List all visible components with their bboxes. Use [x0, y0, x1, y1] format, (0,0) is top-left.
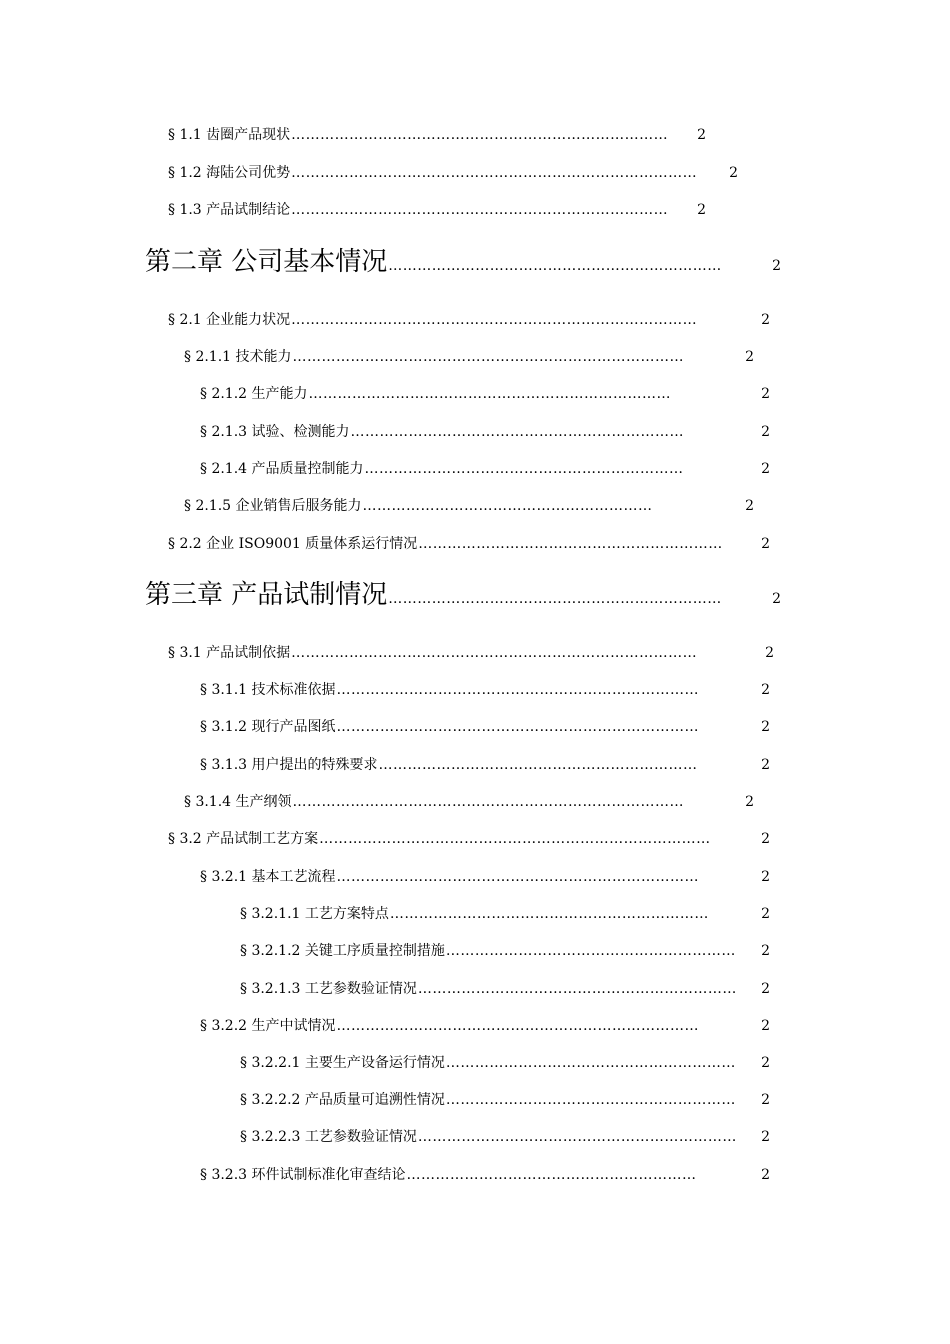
- toc-page-number: 2: [761, 1018, 770, 1034]
- toc-dot-leader: ……………………………………………………: [362, 498, 653, 514]
- toc-dot-leader: …………………………………………………………………………: [291, 312, 698, 328]
- toc-entry-3-1[interactable]: [168, 644, 774, 662]
- toc-entry-label: § 3.2.1.2 关键工序质量控制措施: [240, 943, 445, 959]
- toc-entry-3-2-1-1[interactable]: [240, 905, 770, 923]
- toc-chapter-2[interactable]: [145, 246, 781, 282]
- toc-page-number: 2: [761, 719, 770, 735]
- toc-entry-label: § 3.2 产品试制工艺方案: [168, 831, 319, 847]
- toc-entry-label: § 2.1.5 企业销售后服务能力: [184, 498, 362, 514]
- toc-entry-label: § 3.1.1 技术标准依据: [200, 682, 336, 698]
- toc-dot-leader: …………………………………………………………: [417, 981, 737, 997]
- toc-entry-3-1-3[interactable]: [200, 756, 770, 774]
- toc-dot-leader: ………………………………………………………: [418, 536, 723, 552]
- toc-page-number: 2: [761, 536, 770, 552]
- toc-dot-leader: ……………………………………………………………: [350, 424, 685, 440]
- toc-entry-3-2-3[interactable]: [200, 1166, 770, 1184]
- toc-page-number: 2: [761, 1055, 770, 1071]
- toc-page-number: 2: [745, 498, 754, 514]
- toc-chapter-label: 第二章 公司基本情况: [145, 247, 388, 277]
- toc-dot-leader: …………………………………………………………………: [336, 719, 700, 735]
- toc-page-number: 2: [761, 906, 770, 922]
- toc-entry-label: § 3.2.1.3 工艺参数验证情况: [240, 981, 417, 997]
- toc-entry-label: § 3.2.1.1 工艺方案特点: [240, 906, 389, 922]
- toc-page-number: 2: [761, 943, 770, 959]
- toc-page-number: 2: [697, 202, 706, 218]
- toc-entry-label: § 2.1.2 生产能力: [200, 386, 308, 402]
- toc-dot-leader: …………………………………………………………………………: [291, 645, 698, 661]
- toc-dot-leader: ……………………………………………………………………: [291, 127, 669, 143]
- toc-chapter-label: 第三章 产品试制情况: [145, 580, 388, 610]
- toc-dot-leader: ……………………………………………………………………: [291, 202, 669, 218]
- toc-page-number: 2: [745, 349, 754, 365]
- toc-entry-1-3[interactable]: [168, 201, 706, 219]
- toc-dot-leader: ……………………………………………………………: [388, 258, 722, 274]
- toc-page-number: 2: [697, 127, 706, 143]
- toc-entry-3-2-1-3[interactable]: [240, 980, 770, 998]
- toc-entry-label: § 2.1.3 试验、检测能力: [200, 424, 350, 440]
- toc-entry-label: § 2.1 企业能力状况: [168, 312, 291, 328]
- toc-entry-label: § 3.1.3 用户提出的特殊要求: [200, 757, 378, 773]
- toc-entry-3-1-1[interactable]: [200, 681, 770, 699]
- toc-entry-label: § 3.2.2.3 工艺参数验证情况: [240, 1129, 417, 1145]
- toc-page-number: 2: [761, 869, 770, 885]
- toc-entry-label: § 2.1.4 产品质量控制能力: [200, 461, 364, 477]
- toc-entry-label: § 3.2.2.1 主要生产设备运行情况: [240, 1055, 445, 1071]
- toc-entry-label: § 3.2.1 基本工艺流程: [200, 869, 336, 885]
- toc-dot-leader: …………………………………………………………………: [336, 1018, 700, 1034]
- toc-entry-3-2-1-2[interactable]: [240, 942, 770, 960]
- toc-page-number: 2: [729, 165, 738, 181]
- toc-dot-leader: ………………………………………………………………………: [319, 831, 711, 847]
- toc-entry-2-1-4[interactable]: [200, 460, 770, 478]
- toc-page-number: 2: [761, 981, 770, 997]
- toc-dot-leader: …………………………………………………………………: [336, 869, 700, 885]
- toc-entry-3-2[interactable]: [168, 830, 770, 848]
- toc-entry-label: § 1.2 海陆公司优势: [168, 165, 291, 181]
- toc-page-number: 2: [772, 258, 781, 274]
- toc-entry-label: § 3.1.2 现行产品图纸: [200, 719, 336, 735]
- toc-entry-1-1[interactable]: [168, 126, 706, 144]
- toc-dot-leader: …………………………………………………………………: [336, 682, 700, 698]
- toc-page-number: 2: [772, 591, 781, 607]
- toc-entry-3-2-1[interactable]: [200, 868, 770, 886]
- toc-page-number: 2: [765, 645, 774, 661]
- toc-dot-leader: …………………………………………………………: [364, 461, 684, 477]
- toc-dot-leader: …………………………………………………………………: [308, 386, 672, 402]
- toc-dot-leader: ………………………………………………………………………: [292, 794, 685, 810]
- toc-entry-2-1-2[interactable]: [200, 385, 770, 403]
- toc-entry-3-2-2[interactable]: [200, 1017, 770, 1035]
- toc-dot-leader: …………………………………………………………: [389, 906, 709, 922]
- toc-dot-leader: ……………………………………………………: [406, 1167, 697, 1183]
- toc-page-number: 2: [761, 1129, 770, 1145]
- toc-entry-2-1-3[interactable]: [200, 423, 770, 441]
- toc-entry-label: § 3.2.2.2 产品质量可追溯性情况: [240, 1092, 445, 1108]
- toc-page-number: 2: [761, 831, 770, 847]
- toc-chapter-3[interactable]: [145, 579, 781, 615]
- toc-dot-leader: ……………………………………………………: [445, 943, 736, 959]
- toc-entry-2-1-5[interactable]: [184, 497, 754, 515]
- toc-page-number: 2: [761, 312, 770, 328]
- toc-page-number: 2: [761, 682, 770, 698]
- toc-page-number: 2: [761, 461, 770, 477]
- toc-entry-label: § 1.1 齿圈产品现状: [168, 127, 291, 143]
- toc-entry-label: § 3.1 产品试制依据: [168, 645, 291, 661]
- toc-page-number: 2: [761, 757, 770, 773]
- toc-entry-label: § 1.3 产品试制结论: [168, 202, 291, 218]
- toc-dot-leader: …………………………………………………………: [417, 1129, 737, 1145]
- toc-dot-leader: ………………………………………………………………………: [292, 349, 685, 365]
- toc-entry-2-2[interactable]: [168, 535, 770, 553]
- toc-dot-leader: ……………………………………………………………: [388, 591, 722, 607]
- toc-entry-label: § 3.1.4 生产纲领: [184, 794, 292, 810]
- toc-dot-leader: …………………………………………………………………………: [291, 165, 698, 181]
- toc-page-number: 2: [761, 424, 770, 440]
- toc-dot-leader: ……………………………………………………: [445, 1055, 736, 1071]
- toc-page-number: 2: [761, 1167, 770, 1183]
- toc-page-number: 2: [745, 794, 754, 810]
- toc-entry-3-2-2-2[interactable]: [240, 1091, 770, 1109]
- toc-entry-label: § 3.2.2 生产中试情况: [200, 1018, 336, 1034]
- toc-entry-label: § 2.2 企业 ISO9001 质量体系运行情况: [168, 536, 418, 552]
- toc-entry-3-2-2-1[interactable]: [240, 1054, 770, 1072]
- toc-page-number: 2: [761, 1092, 770, 1108]
- toc-dot-leader: …………………………………………………………: [378, 757, 698, 773]
- toc-entry-2-1[interactable]: [168, 311, 770, 329]
- toc-entry-1-2[interactable]: [168, 164, 738, 182]
- toc-entry-2-1-1[interactable]: [184, 348, 754, 366]
- toc-entry-3-1-2[interactable]: [200, 718, 770, 736]
- toc-entry-label: § 3.2.3 环件试制标准化审查结论: [200, 1167, 406, 1183]
- toc-dot-leader: ……………………………………………………: [445, 1092, 736, 1108]
- toc-entry-label: § 2.1.1 技术能力: [184, 349, 292, 365]
- toc-entry-3-1-4[interactable]: [184, 793, 754, 811]
- toc-entry-3-2-2-3[interactable]: [240, 1128, 770, 1146]
- toc-page-number: 2: [761, 386, 770, 402]
